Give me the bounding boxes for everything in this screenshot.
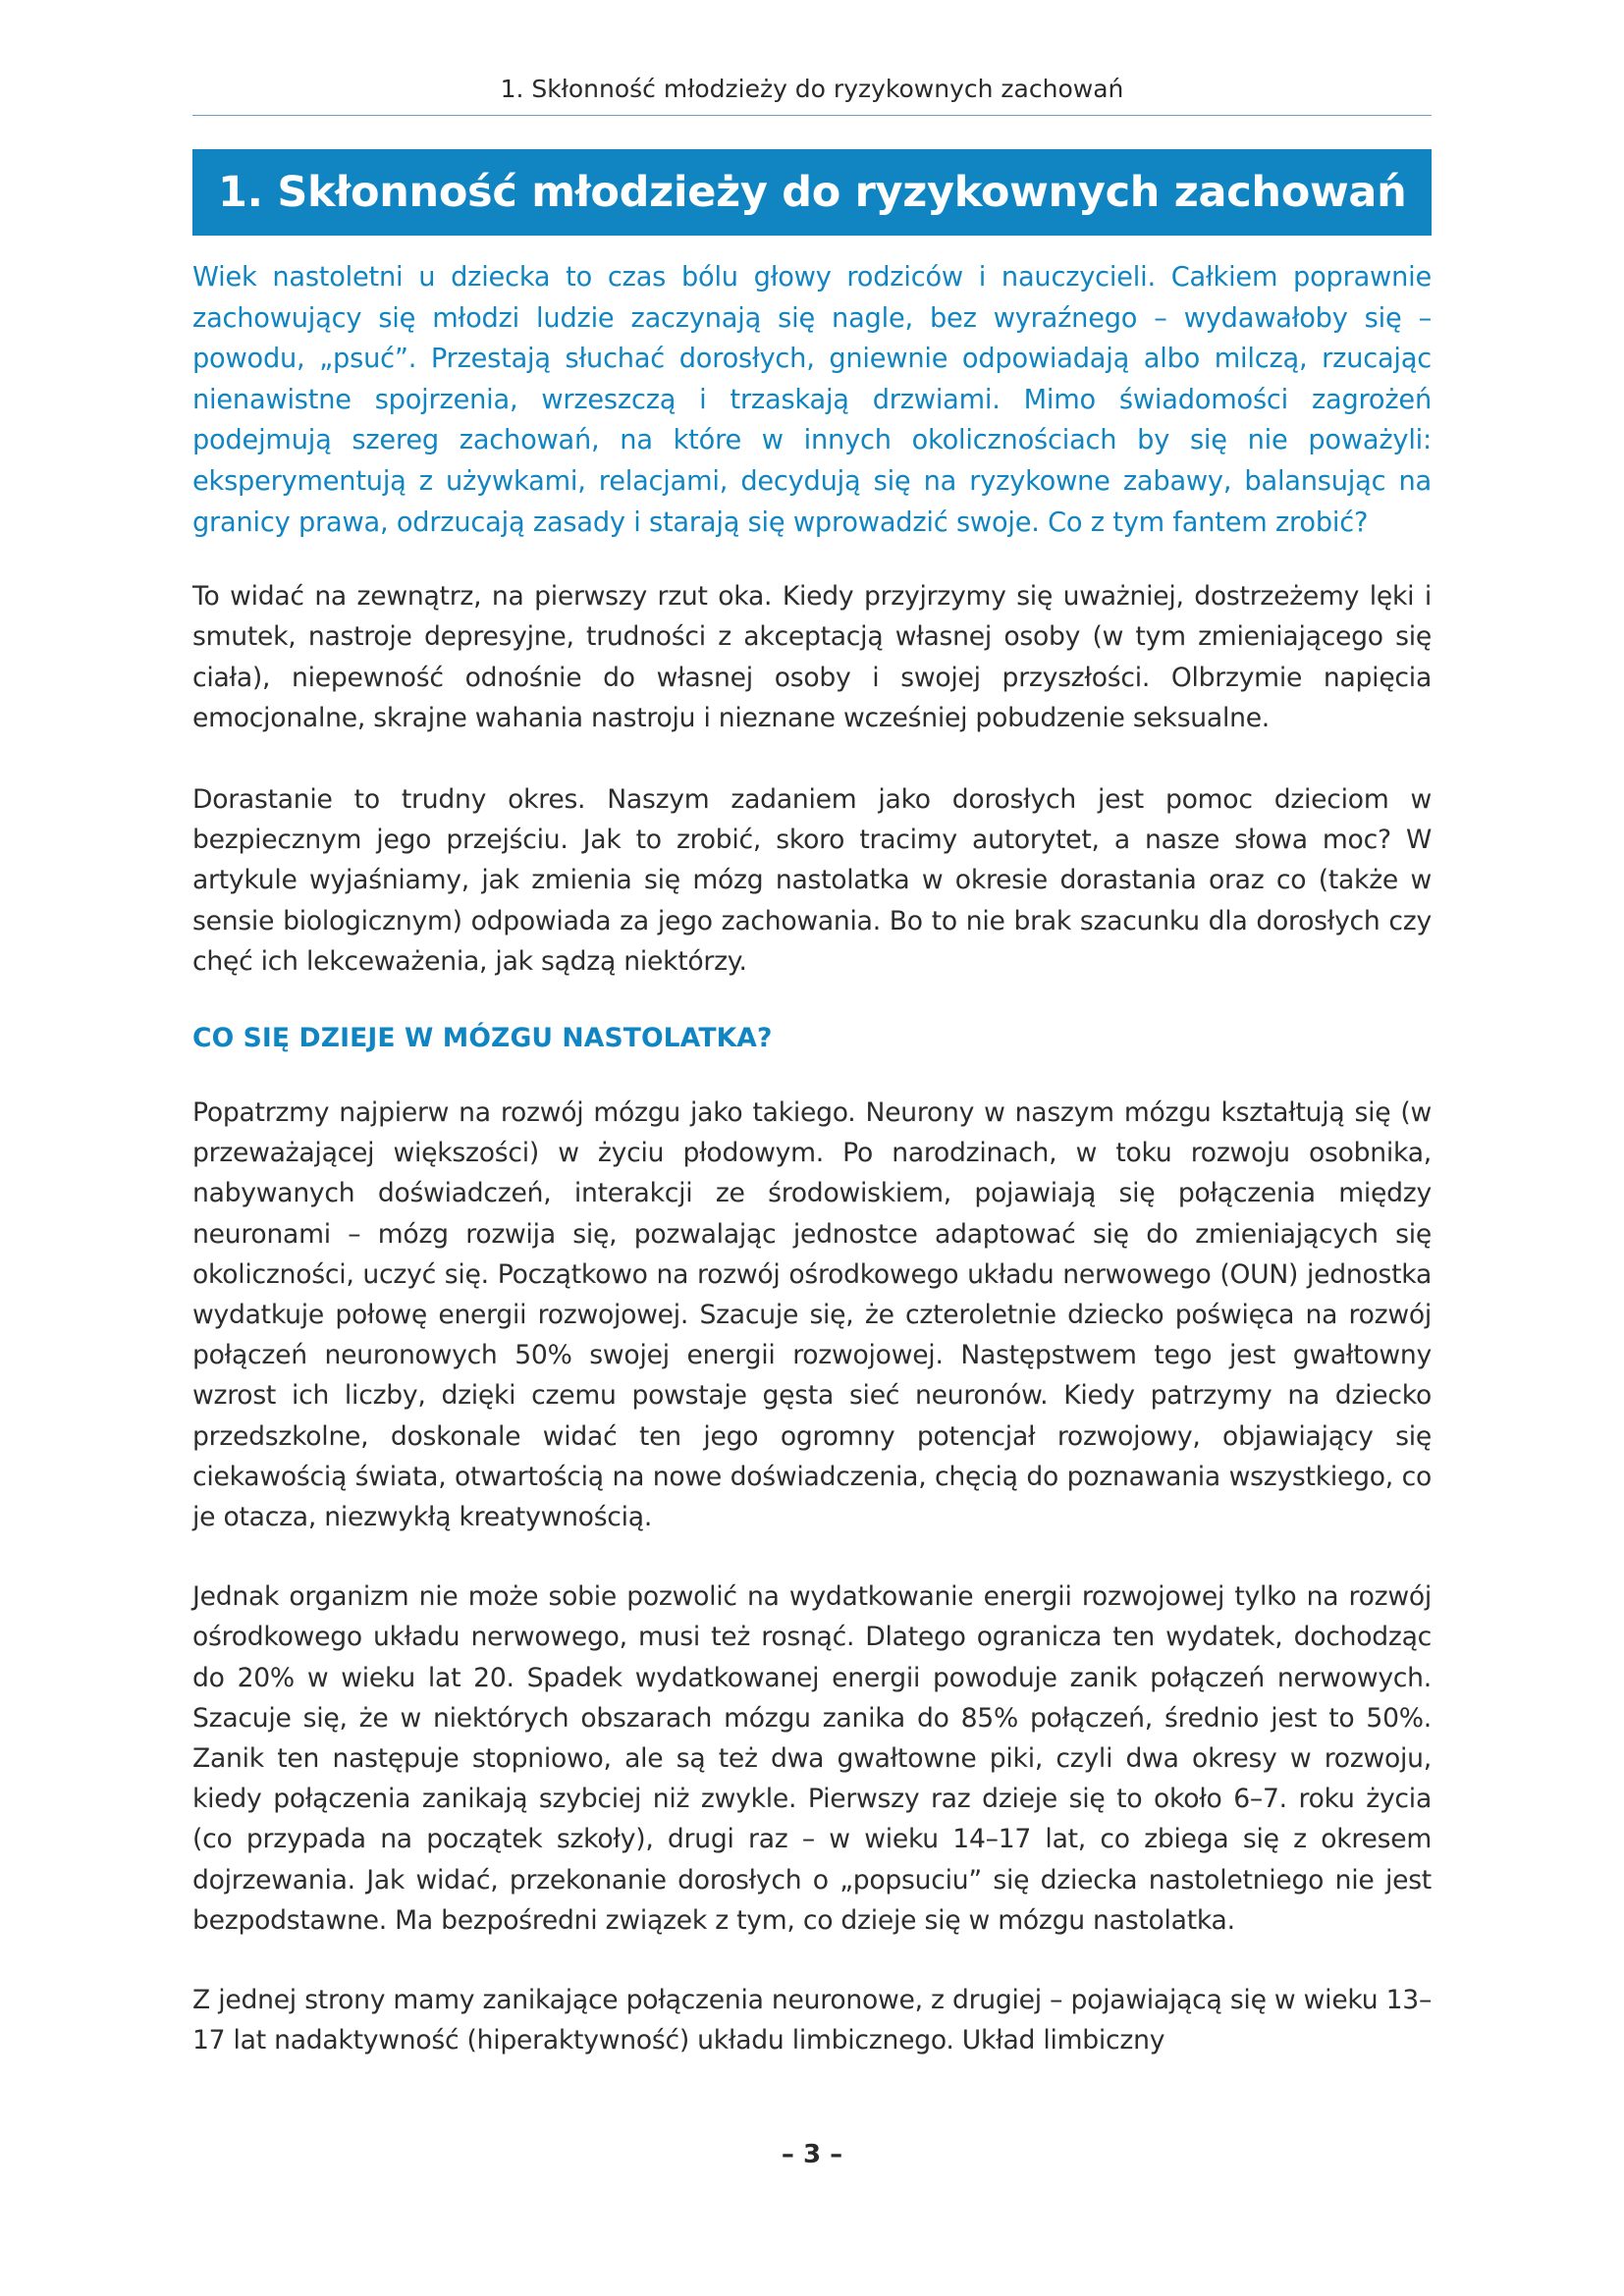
document-page <box>192 0 1432 2060</box>
body-paragraph: Dorastanie to trudny okres. Naszym zadaniem jako dorosłych jest pomoc dzieciom w bezpiecznym jego przejściu. Jak to zrobić, skoro tracimy autorytet, a nasze słowa moc? W artykule wyjaśniamy, jak zmienia się mózg nastolatka w okresie dorastania oraz co (także w sensie biologicznym) odpowiada za jego zachowania. Bo to nie brak szacunku dla dorosłych czy chęć ich lekceważenia, jak sądzą niektórzy. <box>192 783 1432 977</box>
chapter-title-bar <box>192 149 1432 236</box>
chapter-title: 1. Skłonność młodzieży do ryzykownych zachowań <box>218 168 1407 217</box>
body-paragraph: Popatrzmy najpierw na rozwój mózgu jako takiego. Neurony w naszym mózgu kształtują się (w przeważającej większości) w życiu płodowym. Po narodzinach, w toku rozwoju osobnika, nabywanych doświadczeń, interakcji ze środowiskiem, pojawiają się połączenia między neuronami – mózg rozwija się, pozwalając jednostce adaptować się do zmieniających się okoliczności, uczyć się. Początkowo na rozwój ośrodkowego układu nerwowego (OUN) jednostka wydatkuje połowę energii rozwojowej. Szacuje się, że czteroletnie dziecko poświęca na rozwój połączeń neuronowych 50% swojej energii rozwojowej. Następstwem tego jest gwałtowny wzrost ich liczby, dzięki czemu powstaje gęsta sieć neuronów. Kiedy patrzymy na dziecko przedszkolne, doskonale widać ten jego ogromny potencjał rozwojowy, objawiający się ciekawością świata, otwartością na nowe doświadczenia, chęcią do poznawania wszystkiego, co je otacza, niezwykłą kreatywnością. <box>192 1096 1432 1533</box>
body-paragraph: Jednak organizm nie może sobie pozwolić na wydatkowanie energii rozwojowej tylko na rozwój ośrodkowego układu nerwowego, musi też rosnąć. Dlatego ogranicza ten wydatek, dochodząc do 20% w wieku lat 20. Spadek wydatkowanej energii powoduje zanik połączeń nerwowych. Szacuje się, że w niektórych obszarach mózgu zanika do 85% połączeń, średnio jest to 50%. Zanik ten następuje stopniowo, ale są też dwa gwałtowne piki, czyli dwa okresy w rozwoju, kiedy połączenia zanikają szybciej niż zwykle. Pierwszy raz dzieje się to około 6–7. roku życia (co przypada na początek szkoły), drugi raz – w wieku 14–17 lat, co zbiega się z okresem dojrzewania. Jak widać, przekonanie dorosłych o „popsuciu” się dziecka nastoletniego nie jest bezpodstawne. Ma bezpośredni związek z tym, co dzieje się w mózgu nastolatka. <box>192 1581 1432 1936</box>
section-heading: CO SIĘ DZIEJE W MÓZGU NASTOLATKA? <box>192 1022 773 1053</box>
body-paragraph: Z jednej strony mamy zanikające połączenia neuronowe, z drugiej – pojawiającą się w wieku 13–17 lat nadaktywność (hiperaktywność) układu limbicznego. Układ limbiczny <box>192 1985 1432 2056</box>
lead-paragraph: Wiek nastoletni u dziecka to czas bólu głowy rodziców i nauczycieli. Całkiem poprawnie zachowujący się młodzi ludzie zaczynają się nagle, bez wyraźnego – wydawałoby się – powodu, „psuć”. Przestają słuchać dorosłych, gniewnie odpowiadają albo milczą, rzucając nienawistne spojrzenia, wrzeszczą i trzaskają drzwiami. Mimo świadomości zagrożeń podejmują szereg zachowań, na które w innych okolicznościach by się nie poważyli: eksperymentują z używkami, relacjami, decydują się na ryzykowne zabawy, balansując na granicy prawa, odrzucają zasady i starają się wprowadzić swoje. Co z tym fantem zrobić? <box>192 262 1432 538</box>
body-paragraph: To widać na zewnątrz, na pierwszy rzut oka. Kiedy przyjrzymy się uważniej, dostrzeżemy lęki i smutek, nastroje depresyjne, trudności z akceptacją własnej osoby (w tym zmieniającego się ciała), niepewność odnośnie do własnej osoby i swojej przyszłości. Olbrzymie napięcia emocjonalne, skrajne wahania nastroju i nieznane wcześniej pobudzenie seksualne. <box>192 581 1432 733</box>
page-number: – 3 – <box>781 2140 843 2169</box>
running-header: 1. Skłonność młodzieży do ryzykownych zachowań <box>192 75 1432 116</box>
